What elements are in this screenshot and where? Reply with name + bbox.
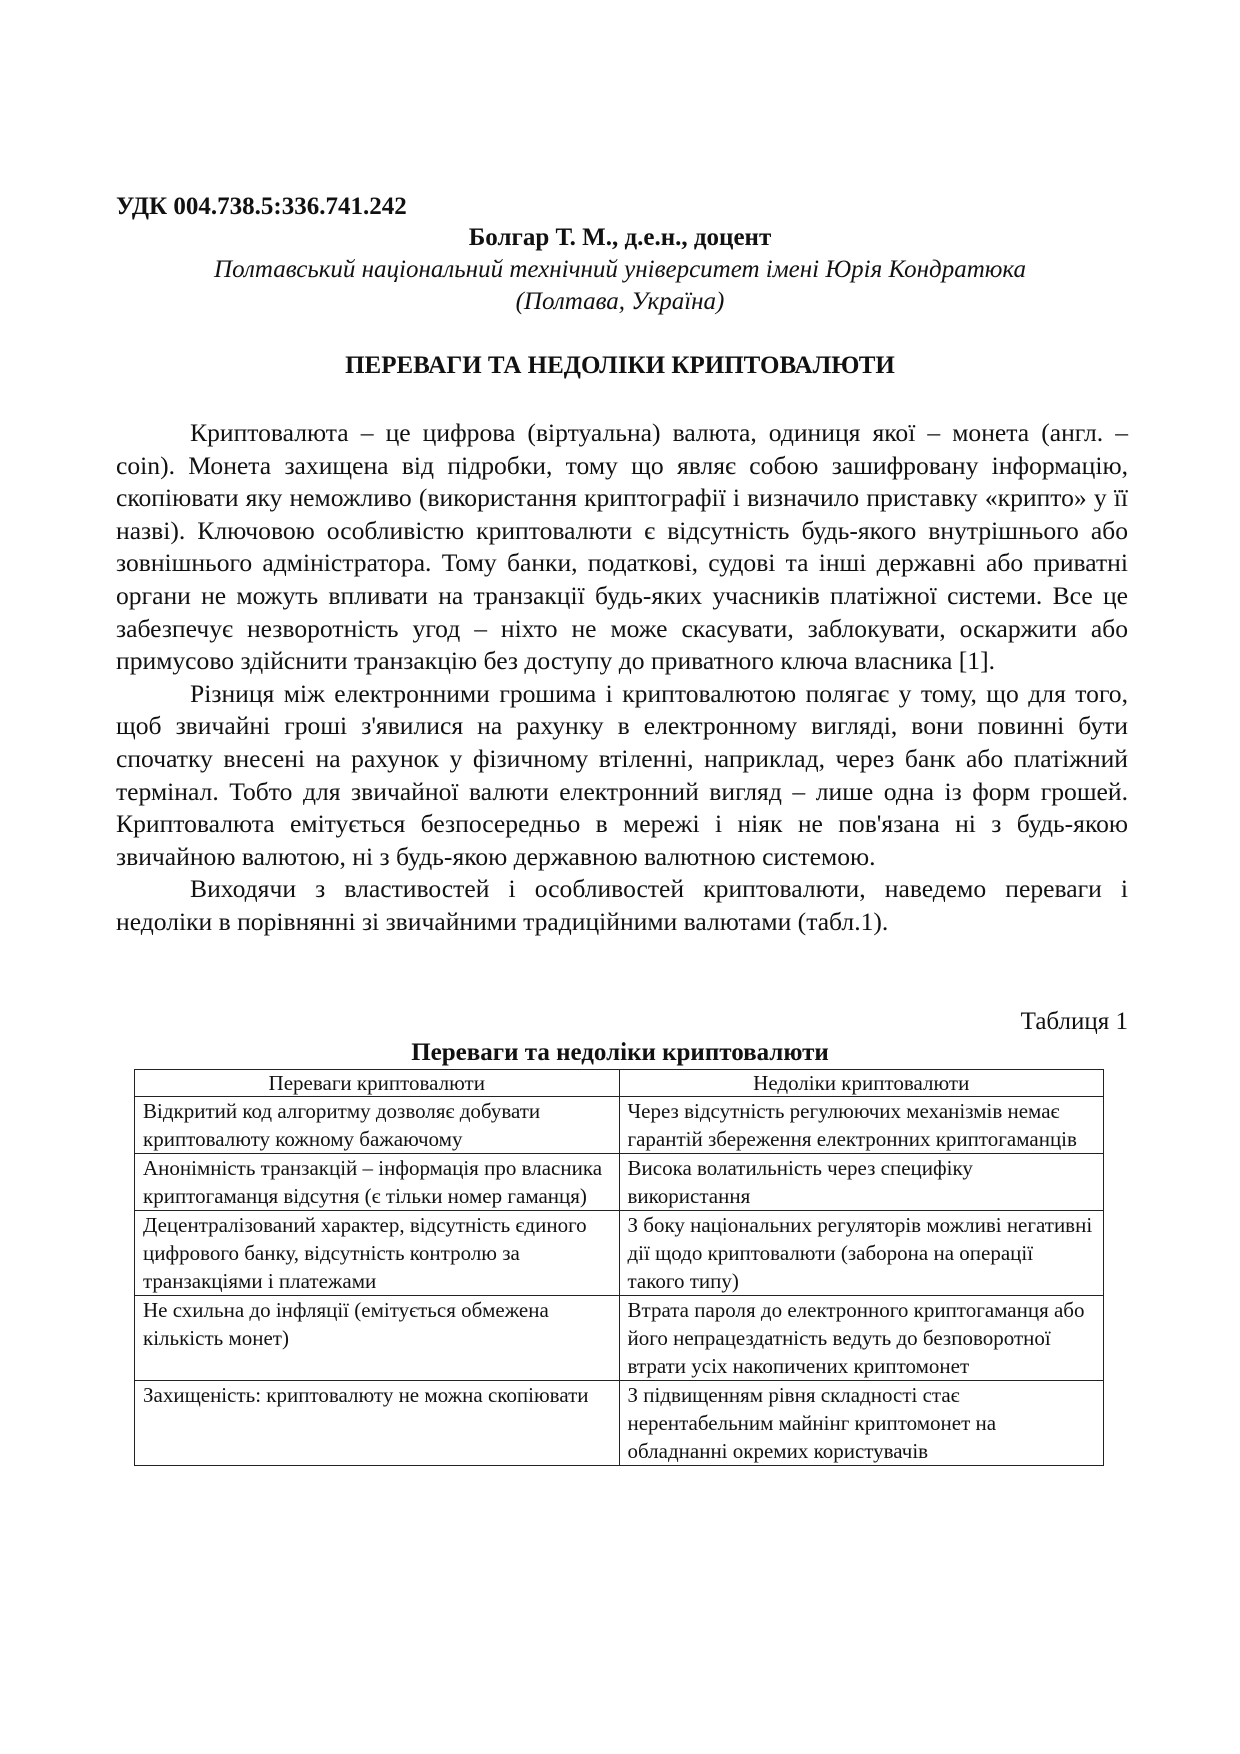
table-number: Таблиця 1: [1020, 1008, 1128, 1035]
article-title: ПЕРЕВАГИ ТА НЕДОЛІКИ КРИПТОВАЛЮТИ: [345, 352, 895, 379]
table-row: [135, 1381, 1104, 1466]
pros-cons-table: [134, 1069, 1104, 1466]
advantage-cell: Анонімність транзакцій – інформація про власника криптогаманця відсутня (є тільки номер гаманця): [135, 1154, 620, 1211]
disadvantage-cell: Через відсутність регулюючих механізмів немає гарантій збереження електронних криптогаманців: [619, 1097, 1104, 1154]
advantage-cell: Захищеність: криптовалюту не можна скопіювати: [135, 1381, 620, 1466]
header-advantages: Переваги криптовалюти: [135, 1070, 620, 1097]
table-row: [135, 1211, 1104, 1296]
disadvantage-cell: Втрата пароля до електронного криптогаманця або його непрацездатність ведуть до безповоротної втрати усіх накопичених криптомонет: [619, 1296, 1104, 1381]
disadvantage-cell: З боку національних регуляторів можливі негативні дії щодо криптовалюти (заборона на операції такого типу): [619, 1211, 1104, 1296]
article-body: [116, 417, 1128, 939]
header-disadvantages: Недоліки криптовалюти: [619, 1070, 1104, 1097]
affiliation-location: (Полтава, Україна): [515, 288, 725, 315]
disadvantage-cell: Висока волатильність через специфіку використання: [619, 1154, 1104, 1211]
table-row: [135, 1097, 1104, 1154]
paragraph: Різниця між електронними грошима і криптовалютою полягає у тому, що для того, щоб звичайні гроші з'явилися на рахунку в електронному вигляді, вони повинні бути спочатку внесені на рахунок у фізичному втіленні, наприклад, через банк або платіжний термінал. Тобто для звичайної валюти електронний вигляд – лише одна із форм грошей. Криптовалюта емітується безпосередньо в мережі і ніяк не пов'язана ні з будь-якою звичайною валютою, ні з будь-якою державною валютною системою.: [116, 678, 1128, 871]
table-caption: Переваги та недоліки криптовалюти: [411, 1039, 829, 1066]
advantage-cell: Відкритий код алгоритму дозволяє добувати криптовалюту кожному бажаючому: [135, 1097, 620, 1154]
table-row: [135, 1296, 1104, 1381]
author-line: Болгар Т. М., д.е.н., доцент: [468, 224, 772, 251]
affiliation-line: Полтавський національний технічний університет імені Юрія Кондратюка: [214, 256, 1026, 283]
advantage-cell: Децентралізований характер, відсутність єдиного цифрового банку, відсутність контролю за транзакціями і платежами: [135, 1211, 620, 1296]
paragraph: Виходячи з властивостей і особливостей криптовалюти, наведемо переваги і недоліки в порівнянні зі звичайними традиційними валютами (табл.1).: [116, 874, 1128, 936]
udc-code: УДК 004.738.5:336.741.242: [116, 193, 407, 220]
advantage-cell: Не схильна до інфляції (емітується обмежена кількість монет): [135, 1296, 620, 1381]
table-row: [135, 1154, 1104, 1211]
paragraph: Криптовалюта – це цифрова (віртуальна) валюта, одиниця якої – монета (англ. – coin). Монета захищена від підробки, тому що являє собою зашифровану інформацію, скопіювати яку неможливо (використання криптографії і визначило приставку «крипто» у її назві). Ключовою особливістю криптовалюти є відсутність будь-якого внутрішнього або зовнішнього адміністратора. Тому банки, податкові, судові та інші державні або приватні органи не можуть впливати на транзакції будь-яких учасників платіжної системи. Все це забезпечує незворотність угод – ніхто не може скасувати, заблокувати, оскаржити або примусово здійснити транзакцію без доступу до приватного ключа власника [1].: [116, 418, 1128, 676]
table-header-row: [135, 1070, 1104, 1097]
disadvantage-cell: З підвищенням рівня складності стає нерентабельним майнінг криптомонет на обладнанні окремих користувачів: [619, 1381, 1104, 1466]
